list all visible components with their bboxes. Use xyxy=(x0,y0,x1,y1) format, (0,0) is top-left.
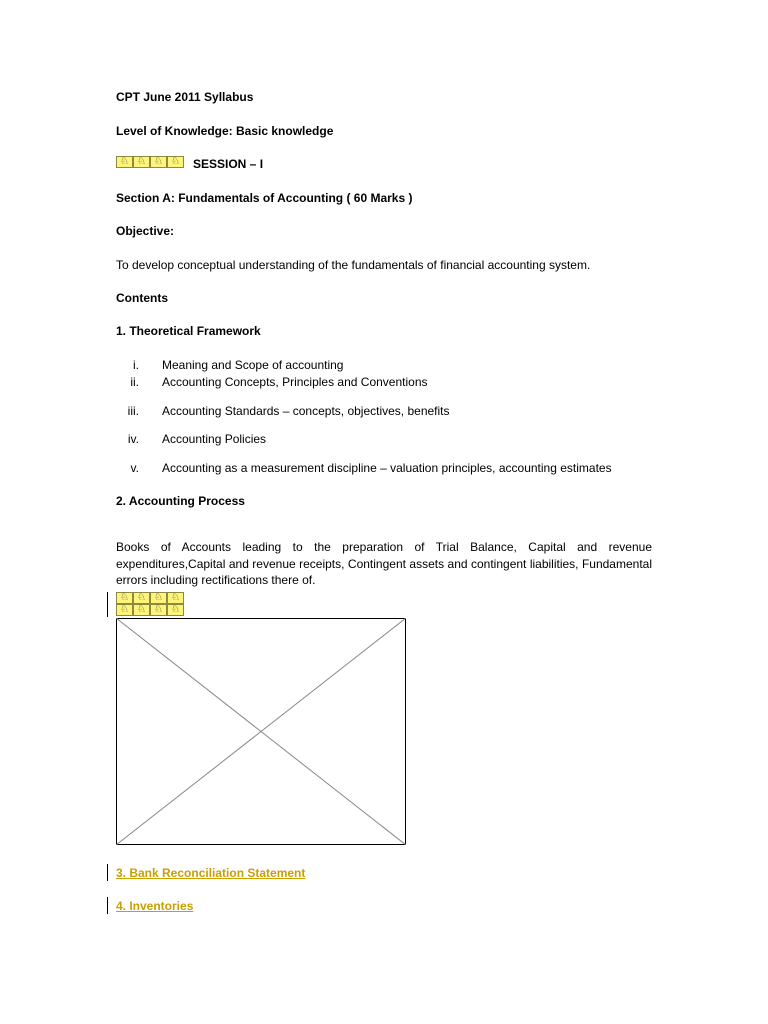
objective-text: To develop conceptual understanding of the fundamentals of financial accounting system. xyxy=(116,258,591,272)
level-of-knowledge: Level of Knowledge: Basic knowledge xyxy=(116,124,334,138)
text-cursor xyxy=(107,864,108,881)
list-item-number: i. xyxy=(133,358,139,372)
image-icons-grid xyxy=(116,592,196,616)
text-cursor xyxy=(107,897,108,914)
list-item: Accounting Standards – concepts, objectives, benefits xyxy=(162,404,450,418)
broken-image-icon: ♘ xyxy=(133,592,150,604)
broken-image-icon: ♘ xyxy=(150,592,167,604)
link-inventories[interactable]: 4. Inventories xyxy=(116,899,194,913)
text-cursor xyxy=(107,592,108,617)
broken-image-icon: ♘ xyxy=(133,156,150,168)
broken-image-icon: ♘ xyxy=(150,604,167,616)
list-item: Accounting as a measurement discipline – valuation principles, accounting estimates xyxy=(162,461,612,475)
list-item: Accounting Policies xyxy=(162,432,267,446)
image-placeholder xyxy=(116,618,406,845)
section-a-heading: Section A: Fundamentals of Accounting ( 60 Marks ) xyxy=(116,191,413,205)
broken-image-icon: ♘ xyxy=(167,604,184,616)
broken-image-icon: ♘ xyxy=(116,604,133,616)
broken-image-icon: ♘ xyxy=(167,592,184,604)
list-item-number: iv. xyxy=(127,432,139,446)
session-label: SESSION – I xyxy=(193,157,264,171)
broken-image-icon: ♘ xyxy=(116,156,133,168)
broken-image-icon: ♘ xyxy=(133,604,150,616)
heading-accounting-process: 2. Accounting Process xyxy=(116,494,245,508)
list-item: Accounting Concepts, Principles and Conventions xyxy=(162,375,428,389)
accounting-process-text: Books of Accounts leading to the preparation of Trial Balance, Capital and revenue expenditures,Capital and revenue receipts, Contingent assets and contingent liabilities, Fundamental errors including rectifications there of. xyxy=(116,540,652,587)
broken-image-icon: ♘ xyxy=(167,156,184,168)
doc-title: CPT June 2011 Syllabus xyxy=(116,90,254,104)
list-item-number: v. xyxy=(130,461,139,475)
heading-theoretical-framework: 1. Theoretical Framework xyxy=(116,324,261,338)
list-item-number: ii. xyxy=(130,375,139,389)
session-icons xyxy=(116,156,184,168)
broken-image-icon: ♘ xyxy=(116,592,133,604)
list-item-number: iii. xyxy=(127,404,139,418)
objective-heading: Objective: xyxy=(116,224,175,238)
contents-heading: Contents xyxy=(116,291,168,305)
broken-image-icon: ♘ xyxy=(150,156,167,168)
link-bank-reconciliation[interactable]: 3. Bank Reconciliation Statement xyxy=(116,866,306,880)
list-item: Meaning and Scope of accounting xyxy=(162,358,344,372)
